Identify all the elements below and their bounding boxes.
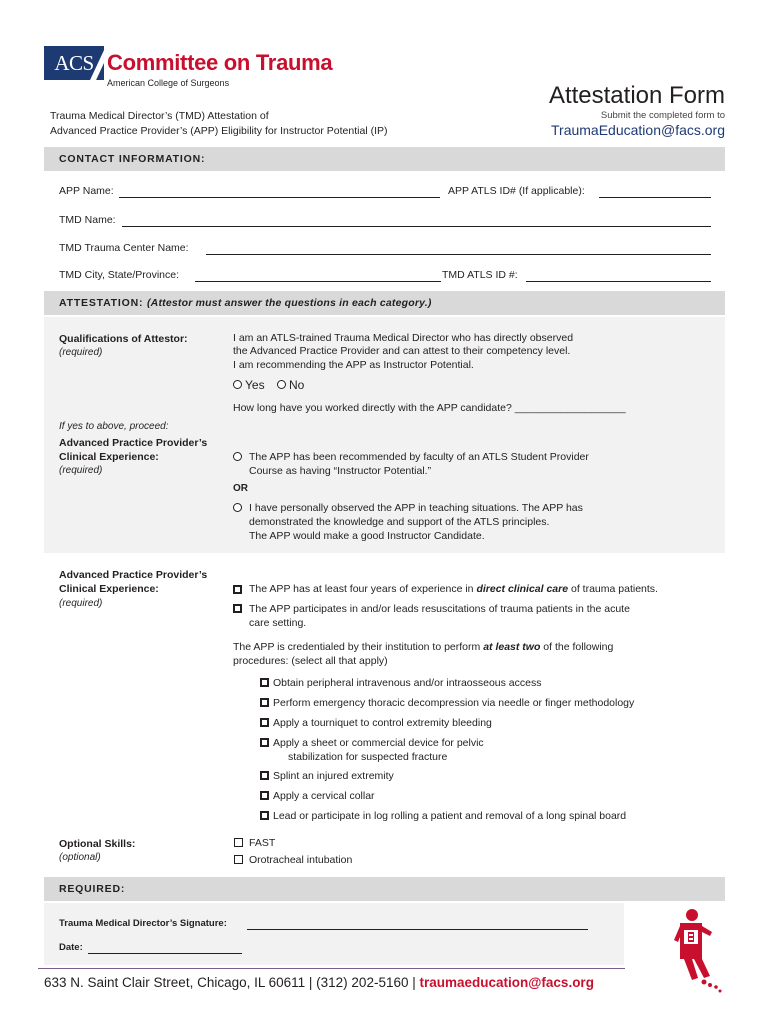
proc-iv-checkbox[interactable] xyxy=(260,678,269,687)
qual-required: (required) xyxy=(59,347,103,358)
footer-address: 633 N. Saint Clair Street, Chicago, IL 60611 | (312) 202-5160 | xyxy=(44,975,420,990)
c1-post: of trauma patients. xyxy=(568,583,658,595)
acs-logo: ACS xyxy=(44,46,104,80)
proc-logroll-checkbox[interactable] xyxy=(260,811,269,820)
clin-label-1: Advanced Practice Provider’s xyxy=(59,437,208,449)
signature-panel xyxy=(44,903,624,965)
tmd-name-field[interactable] xyxy=(122,215,711,227)
clinical-label-1: Advanced Practice Provider’s xyxy=(59,569,208,581)
qual-line-2: the Advanced Practice Provider and can attest to their competency level. xyxy=(233,345,571,357)
four-years-text xyxy=(249,582,658,596)
attestation-heading-note: (Attestor must answer the questions in each category.) xyxy=(146,297,432,309)
footer-email-link[interactable]: traumaeducation@facs.org xyxy=(419,975,594,990)
c2-line-1: The APP participates in and/or leads resuscitations of trauma patients in the acute xyxy=(249,603,630,615)
resuscitation-checkbox[interactable] xyxy=(233,604,242,613)
attestation-heading-text: ATTESTATION: xyxy=(59,297,144,309)
tmd-atls-field[interactable] xyxy=(526,270,711,282)
procedures-intro-2: procedures: (select all that apply) xyxy=(233,655,388,667)
app-atls-field[interactable] xyxy=(599,186,711,198)
orotracheal-checkbox[interactable] xyxy=(234,855,243,864)
proc-splint-label: Splint an injured extremity xyxy=(273,770,394,782)
cot-emblem-icon xyxy=(672,908,728,994)
clin-required: (required) xyxy=(59,465,103,476)
clinical-label-2: Clinical Experience: xyxy=(59,583,159,595)
qual-line-3: I am recommending the APP as Instructor Potential. xyxy=(233,359,474,371)
proc-splint-checkbox[interactable] xyxy=(260,771,269,780)
opt2-line-1: I have personally observed the APP in teaching situations. The APP has xyxy=(249,502,583,514)
contact-heading: CONTACT INFORMATION: xyxy=(44,147,725,171)
proc-pelvic-checkbox[interactable] xyxy=(260,738,269,747)
proc-tourniquet-checkbox[interactable] xyxy=(260,718,269,727)
opt2-line-2: demonstrated the knowledge and support of the ATLS principles. xyxy=(249,516,550,528)
date-label: Date: xyxy=(59,942,83,953)
c2-line-2: care setting. xyxy=(249,617,307,629)
submit-email-link[interactable]: TraumaEducation@facs.org xyxy=(551,122,725,138)
fast-checkbox[interactable] xyxy=(234,838,243,847)
procedures-intro xyxy=(233,640,613,654)
required-heading: REQUIRED: xyxy=(44,877,725,901)
proc-thoracic-label: Perform emergency thoracic decompression via needle or finger methodology xyxy=(273,697,635,709)
footer xyxy=(44,975,594,990)
subtitle-line-1: Trauma Medical Director’s (TMD) Attestation of xyxy=(50,110,269,122)
proc-logroll-label: Lead or participate in log rolling a patient and removal of a long spinal board xyxy=(273,810,627,822)
qual-line-1: I am an ATLS-trained Trauma Medical Director who has directly observed xyxy=(233,332,574,344)
form-title: Attestation Form xyxy=(548,82,725,109)
app-name-field[interactable] xyxy=(119,186,440,198)
optional-skills-label: Optional Skills: xyxy=(59,838,136,850)
proc-pelvic-label-1: Apply a sheet or commercial device for pelvic xyxy=(273,737,484,749)
signature-label: Trauma Medical Director’s Signature: xyxy=(59,918,227,929)
optional-note: (optional) xyxy=(59,852,101,863)
proc-collar-label: Apply a cervical collar xyxy=(273,790,375,802)
proc-emphasis: at least two xyxy=(483,641,541,653)
proc-iv-label: Obtain peripheral intravenous and/or intraosseous access xyxy=(273,677,542,689)
app-name-label: APP Name: xyxy=(59,185,114,197)
personally-observed-radio[interactable] xyxy=(233,503,242,512)
no-radio[interactable] xyxy=(277,380,286,389)
proc-post: of the following xyxy=(540,641,614,653)
proc-pelvic-label-2: stabilization for suspected fracture xyxy=(288,751,448,763)
date-field[interactable] xyxy=(88,942,242,954)
qual-label: Qualifications of Attestor: xyxy=(59,333,188,345)
faculty-recommended-radio[interactable] xyxy=(233,452,242,461)
signature-field[interactable] xyxy=(247,918,588,930)
orotracheal-label: Orotracheal intubation xyxy=(249,854,353,866)
tmd-center-label: TMD Trauma Center Name: xyxy=(59,242,189,254)
yes-label: Yes xyxy=(245,378,265,392)
how-long-question: How long have you worked directly with the APP candidate? ___________________ xyxy=(233,402,626,414)
attestation-heading xyxy=(44,291,725,315)
proc-tourniquet-label: Apply a tourniquet to control extremity bleeding xyxy=(273,717,492,729)
opt2-line-3: The APP would make a good Instructor Candidate. xyxy=(249,530,485,542)
subtitle-line-2: Advanced Practice Provider’s (APP) Eligibility for Instructor Potential (IP) xyxy=(50,125,388,137)
no-label: No xyxy=(289,378,305,392)
opt1-line-2: Course as having “Instructor Potential.” xyxy=(249,465,432,477)
c1-emphasis: direct clinical care xyxy=(476,583,569,595)
clinical-required: (required) xyxy=(59,598,103,609)
app-atls-label: APP ATLS ID# (If applicable): xyxy=(448,185,585,197)
footer-divider xyxy=(38,968,625,969)
tmd-center-field[interactable] xyxy=(206,243,711,255)
tmd-atls-label: TMD ATLS ID #: xyxy=(442,269,518,281)
tmd-city-field[interactable] xyxy=(195,270,441,282)
yes-radio[interactable] xyxy=(233,380,242,389)
or-divider: OR xyxy=(233,483,248,494)
clin-label-2: Clinical Experience: xyxy=(59,451,159,463)
proc-pre: The APP is credentialed by their institution to perform xyxy=(233,641,484,653)
four-years-checkbox[interactable] xyxy=(233,585,242,594)
fast-label: FAST xyxy=(249,837,276,849)
if-yes-note: If yes to above, proceed: xyxy=(59,421,169,432)
c1-pre: The APP has at least four years of experience in xyxy=(249,583,477,595)
org-name: Committee on Trauma xyxy=(107,50,333,75)
proc-thoracic-checkbox[interactable] xyxy=(260,698,269,707)
proc-collar-checkbox[interactable] xyxy=(260,791,269,800)
tmd-name-label: TMD Name: xyxy=(59,214,116,226)
submit-note: Submit the completed form to xyxy=(600,110,725,121)
org-parent: American College of Surgeons xyxy=(107,78,230,88)
opt1-line-1: The APP has been recommended by faculty of an ATLS Student Provider xyxy=(249,451,589,463)
tmd-city-label: TMD City, State/Province: xyxy=(59,269,180,281)
